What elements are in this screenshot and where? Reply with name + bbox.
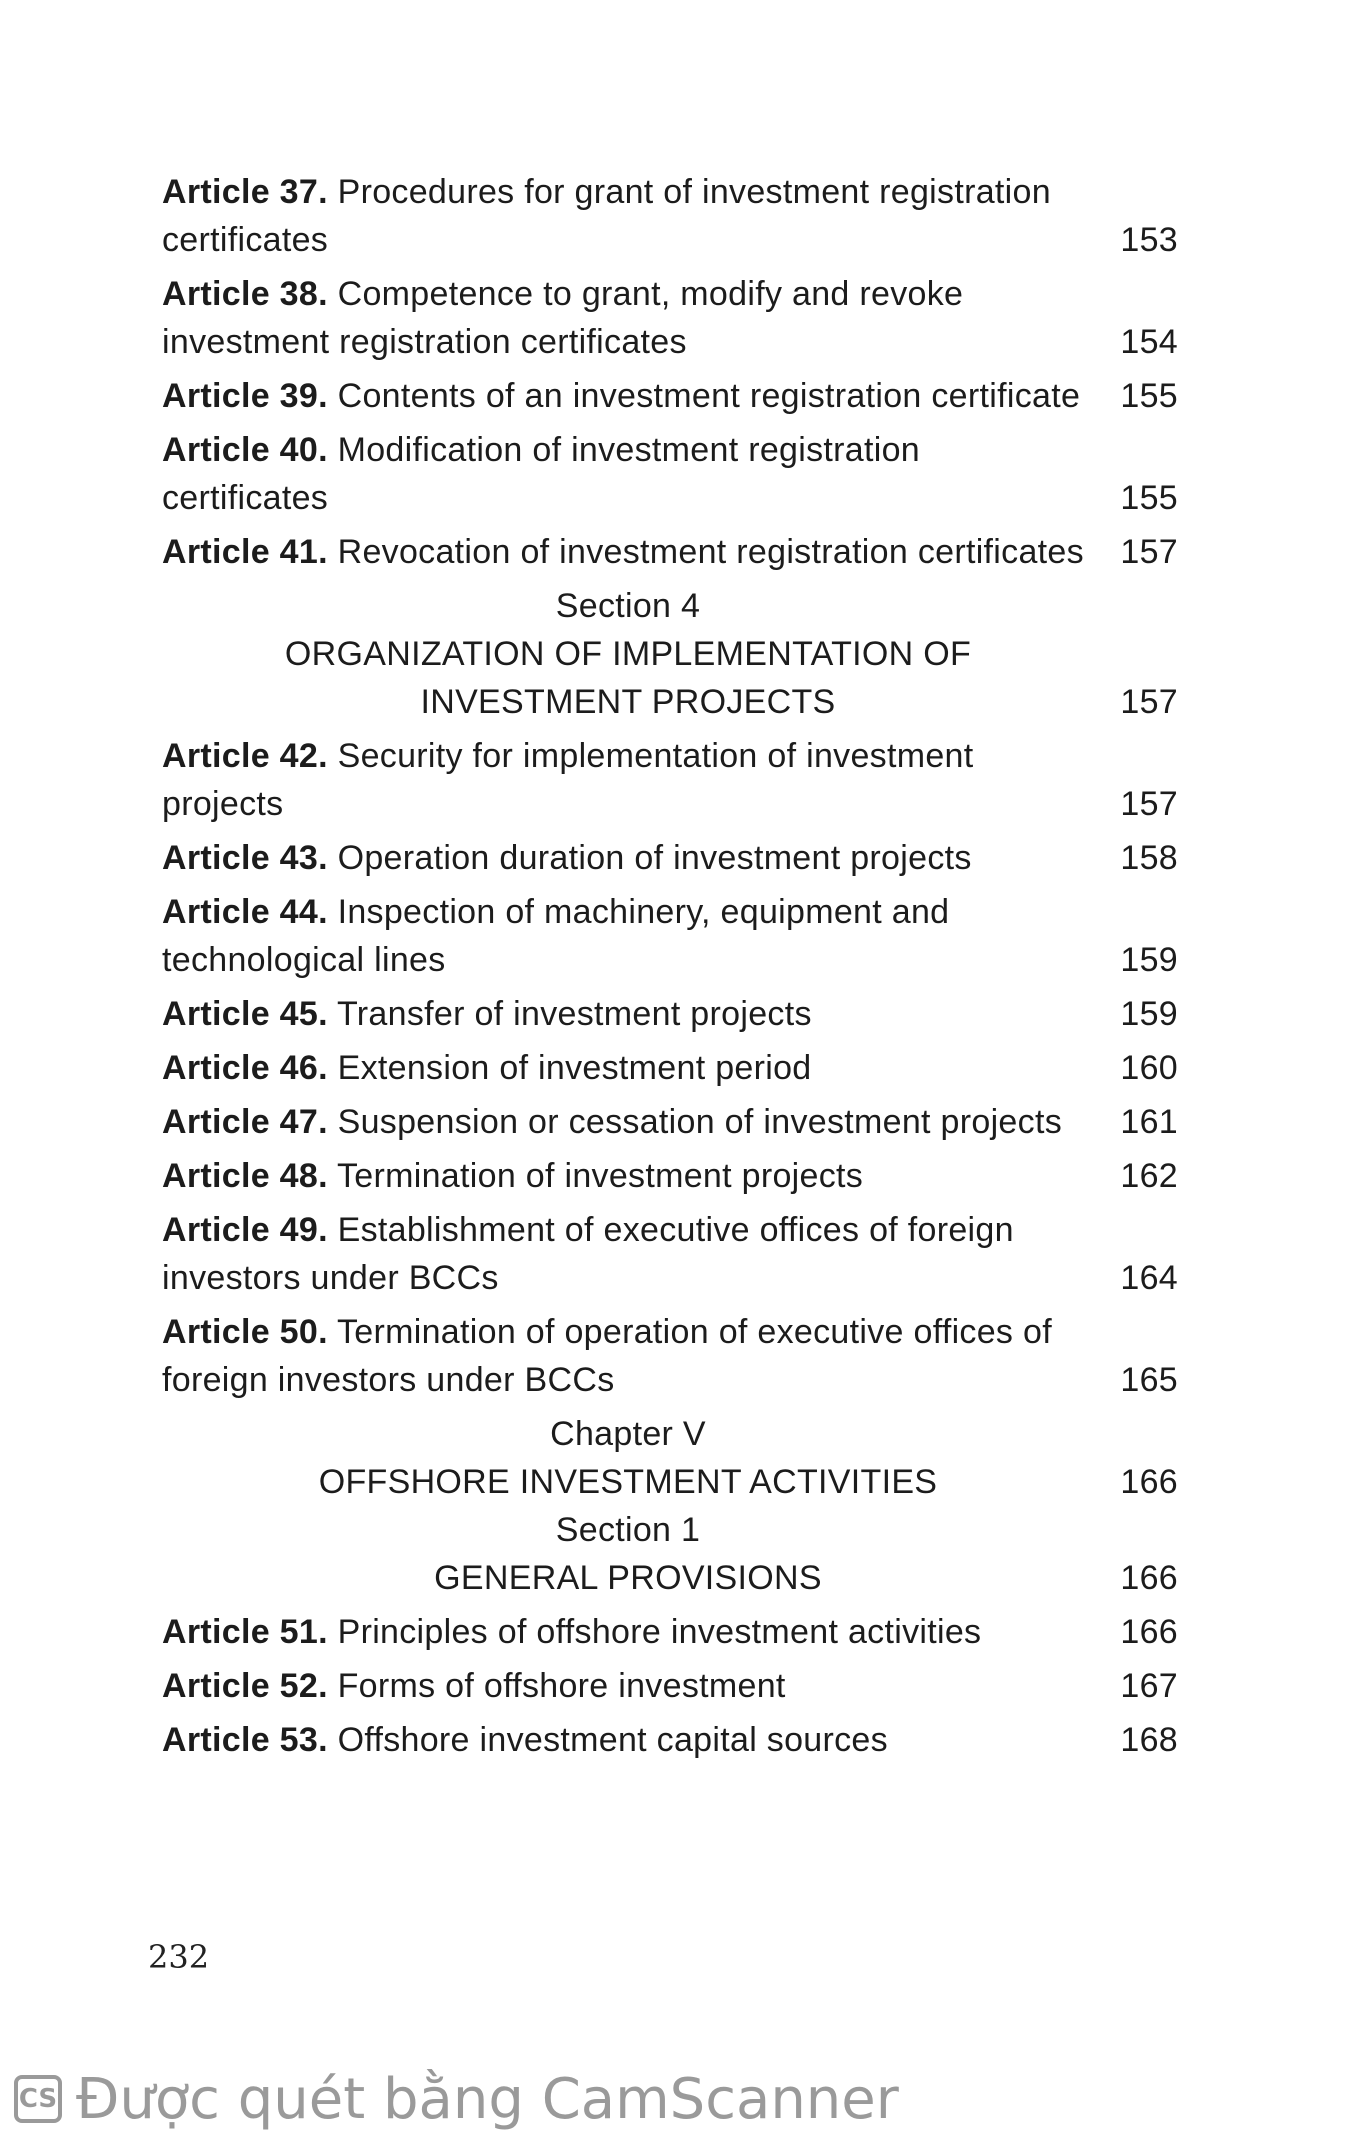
- page-ref: 155: [1120, 479, 1178, 517]
- entry-text: [162, 1098, 1118, 1146]
- section-4-label: Section 4: [555, 587, 701, 625]
- article-number: Article 38.: [162, 275, 328, 313]
- page-ref: 165: [1120, 1361, 1178, 1399]
- article-number: Article 37.: [162, 173, 328, 211]
- entry-text: [162, 1608, 1118, 1656]
- article-title: Suspension or cessation of investment projects: [337, 1103, 1062, 1141]
- article-title: Termination of investment projects: [336, 1157, 864, 1195]
- page-ref: 166: [1120, 1613, 1178, 1651]
- page-ref: 167: [1120, 1667, 1178, 1705]
- article-number: Article 52.: [162, 1667, 328, 1705]
- article-number: Article 50.: [162, 1313, 328, 1351]
- camscanner-logo-icon: CS: [14, 2075, 62, 2123]
- entry-text: [162, 834, 1118, 882]
- page-ref: 168: [1120, 1721, 1178, 1759]
- page-ref: 161: [1120, 1103, 1178, 1141]
- page-number: 232: [148, 1938, 210, 1976]
- page-ref: 164: [1120, 1259, 1178, 1297]
- section-4-title-line1: ORGANIZATION OF IMPLEMENTATION OF: [284, 635, 972, 673]
- table-of-contents: [162, 168, 1178, 1770]
- article-number: Article 47.: [162, 1103, 328, 1141]
- article-number: Article 44.: [162, 893, 328, 931]
- article-title: Procedures for grant of investment registration certificates: [162, 173, 1051, 259]
- camscanner-text: Được quét bằng CamScanner: [76, 2066, 899, 2132]
- article-number: Article 42.: [162, 737, 328, 775]
- entry-text: [162, 732, 1118, 828]
- page-ref: 159: [1120, 995, 1178, 1033]
- entry-text: [162, 1716, 1118, 1764]
- page-ref: 155: [1120, 377, 1178, 415]
- article-title: Modification of investment registration certificates: [162, 431, 921, 517]
- article-number: Article 43.: [162, 839, 328, 877]
- article-number: Article 46.: [162, 1049, 328, 1087]
- chapter-5-label: Chapter V: [550, 1415, 706, 1453]
- toc-entry: [162, 1044, 1178, 1092]
- page-ref: 162: [1120, 1157, 1178, 1195]
- entry-text: [162, 888, 1118, 984]
- entry-text: [162, 168, 1118, 264]
- article-title: Termination of operation of executive offices of foreign investors under BCCs: [162, 1313, 1052, 1399]
- toc-entry: [162, 990, 1178, 1038]
- entry-text: [162, 528, 1118, 576]
- page-ref: 159: [1120, 941, 1178, 979]
- entry-text: [162, 990, 1118, 1038]
- section-4-heading: [162, 678, 1178, 726]
- chapter-5-title: OFFSHORE INVESTMENT ACTIVITIES: [318, 1463, 938, 1501]
- toc-entry: [162, 888, 1178, 984]
- article-title: Extension of investment period: [337, 1049, 812, 1087]
- section-1-page: 166: [1120, 1559, 1178, 1597]
- page-ref: 160: [1120, 1049, 1178, 1087]
- article-title: Inspection of machinery, equipment and technological lines: [162, 893, 950, 979]
- section-1-heading: [162, 1554, 1178, 1602]
- page-ref: 153: [1120, 221, 1178, 259]
- entry-text: [162, 1662, 1118, 1710]
- article-number: Article 53.: [162, 1721, 328, 1759]
- entry-text: [162, 1044, 1118, 1092]
- entry-text: [162, 426, 1118, 522]
- section-4-title-line2: INVESTMENT PROJECTS: [420, 683, 836, 721]
- entry-text: [162, 1206, 1118, 1302]
- page-ref: 157: [1120, 785, 1178, 823]
- article-number: Article 40.: [162, 431, 328, 469]
- page-ref: 157: [1120, 533, 1178, 571]
- page-ref: 154: [1120, 323, 1178, 361]
- toc-group-middle: [162, 732, 1178, 1404]
- section-1-label: Section 1: [555, 1511, 701, 1549]
- toc-entry: [162, 1206, 1178, 1302]
- toc-entry: [162, 426, 1178, 522]
- toc-entry: [162, 834, 1178, 882]
- toc-group-before: [162, 168, 1178, 576]
- entry-text: [162, 1308, 1118, 1404]
- toc-entry: [162, 1152, 1178, 1200]
- article-number: Article 45.: [162, 995, 328, 1033]
- article-title: Revocation of investment registration certificates: [337, 533, 1084, 571]
- chapter-5-page: 166: [1120, 1463, 1178, 1501]
- section-1-title: GENERAL PROVISIONS: [434, 1559, 822, 1597]
- toc-entry: [162, 732, 1178, 828]
- toc-entry: [162, 372, 1178, 420]
- section-4-page: 157: [1120, 683, 1178, 721]
- article-title: Establishment of executive offices of foreign investors under BCCs: [162, 1211, 1014, 1297]
- toc-entry: [162, 1662, 1178, 1710]
- article-title: Principles of offshore investment activities: [337, 1613, 982, 1651]
- article-title: Contents of an investment registration certificate: [337, 377, 1081, 415]
- camscanner-watermark: [14, 2062, 899, 2136]
- chapter-5-heading: [162, 1458, 1178, 1506]
- article-title: Security for implementation of investment projects: [162, 737, 974, 823]
- page-ref: 158: [1120, 839, 1178, 877]
- article-title: Transfer of investment projects: [336, 995, 812, 1033]
- article-title: Operation duration of investment projects: [337, 839, 972, 877]
- toc-entry: [162, 270, 1178, 366]
- article-title: Forms of offshore investment: [337, 1667, 786, 1705]
- toc-entry: [162, 1716, 1178, 1764]
- toc-entry: [162, 1608, 1178, 1656]
- toc-entry: [162, 1098, 1178, 1146]
- entry-text: [162, 270, 1118, 366]
- entry-text: [162, 372, 1118, 420]
- article-title: Offshore investment capital sources: [337, 1721, 888, 1759]
- article-title: Competence to grant, modify and revoke investment registration certificates: [162, 275, 964, 361]
- toc-entry: [162, 1308, 1178, 1404]
- toc-group-after: [162, 1608, 1178, 1764]
- article-number: Article 39.: [162, 377, 328, 415]
- toc-entry: [162, 528, 1178, 576]
- article-number: Article 51.: [162, 1613, 328, 1651]
- article-number: Article 49.: [162, 1211, 328, 1249]
- entry-text: [162, 1152, 1118, 1200]
- article-number: Article 48.: [162, 1157, 328, 1195]
- toc-entry: [162, 168, 1178, 264]
- article-number: Article 41.: [162, 533, 328, 571]
